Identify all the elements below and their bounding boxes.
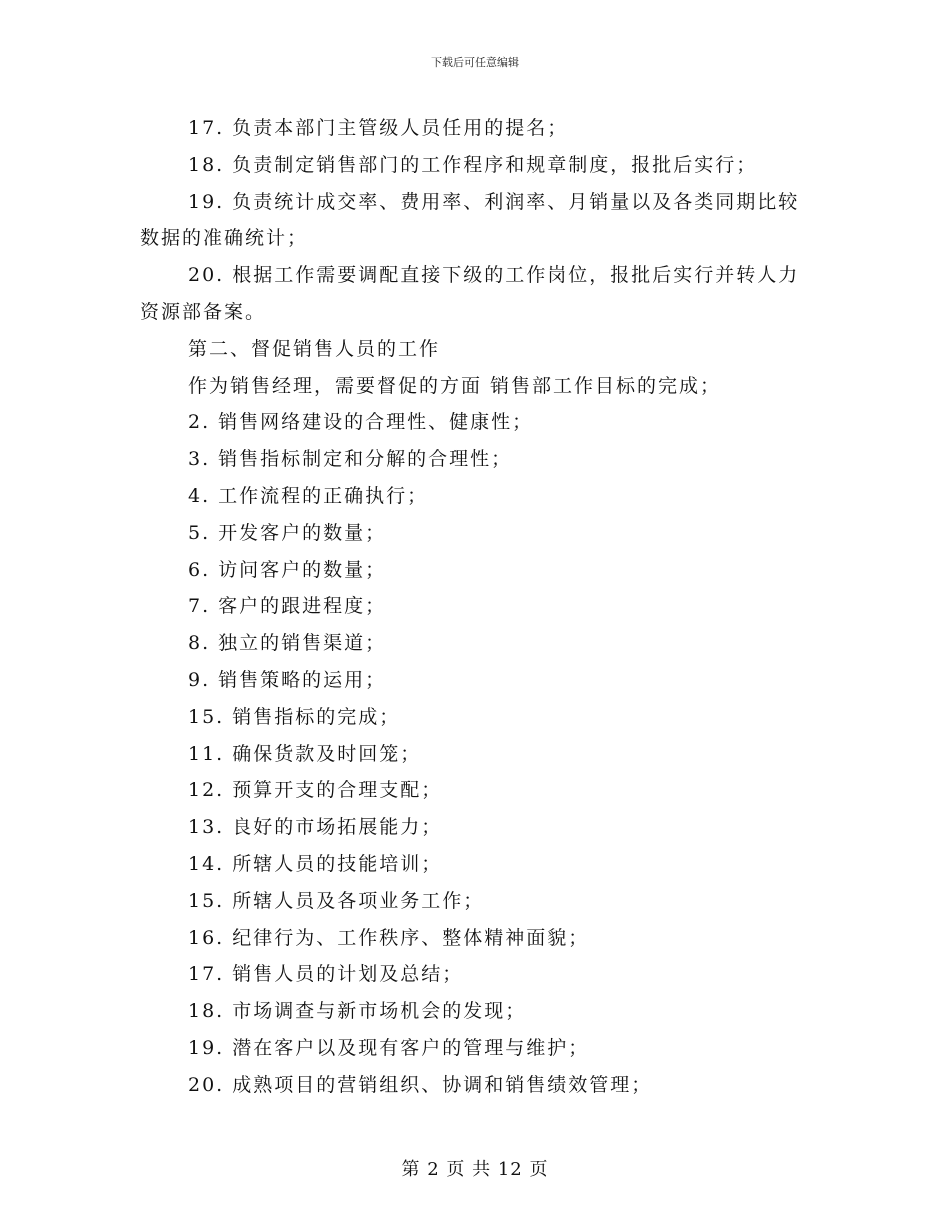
list-item: 3. 销售指标制定和分解的合理性； [188,448,513,471]
list-item: 17. 销售人员的计划及总结； [188,963,464,986]
list-item: 6. 访问客户的数量； [188,558,387,581]
paragraph: 作为销售经理，需要督促的方面 销售部工作目标的完成； [188,374,722,397]
list-item: 13. 良好的市场拓展能力； [188,816,443,839]
list-item: 14. 所辖人员的技能培训； [188,852,443,875]
list-item: 12. 预算开支的合理支配； [188,779,443,802]
list-item: 15. 所辖人员及各项业务工作； [188,889,485,912]
list-item: 20. 成熟项目的营销组织、协调和销售绩效管理； [188,1073,653,1096]
list-item: 7. 客户的跟进程度； [188,595,387,618]
list-item: 15. 销售指标的完成； [188,705,401,728]
document-body [140,110,820,1104]
paragraph: 18. 负责制定销售部门的工作程序和规章制度，报批后实行； [188,153,758,176]
paragraph: 19. 负责统计成交率、费用率、利润率、月销量以及各类同期比较数据的准确统计； [140,190,800,250]
paragraph: 20. 根据工作需要调配直接下级的工作岗位，报批后实行并转人力资源部备案。 [140,264,800,323]
list-item: 2. 销售网络建设的合理性、健康性； [188,411,534,434]
list-item: 4. 工作流程的正确执行； [188,484,429,507]
list-item: 8. 独立的销售渠道； [188,632,387,655]
page-footer: 第 2 页 共 12 页 [401,1159,549,1180]
list-item: 5. 开发客户的数量； [188,521,387,544]
list-item: 18. 市场调查与新市场机会的发现； [188,1000,527,1023]
list-item: 16. 纪律行为、工作秩序、整体精神面貌； [188,926,590,949]
list-item: 9. 销售策略的运用； [188,668,387,691]
page-header: 下载后可任意编辑 [431,56,519,69]
paragraph: 17. 负责本部门主管级人员任用的提名； [188,117,569,139]
list-item: 19. 潜在客户以及现有客户的管理与维护； [188,1036,590,1059]
list-item: 11. 确保货款及时回笼； [188,742,422,765]
section-heading: 第二、督促销售人员的工作 [188,337,441,360]
